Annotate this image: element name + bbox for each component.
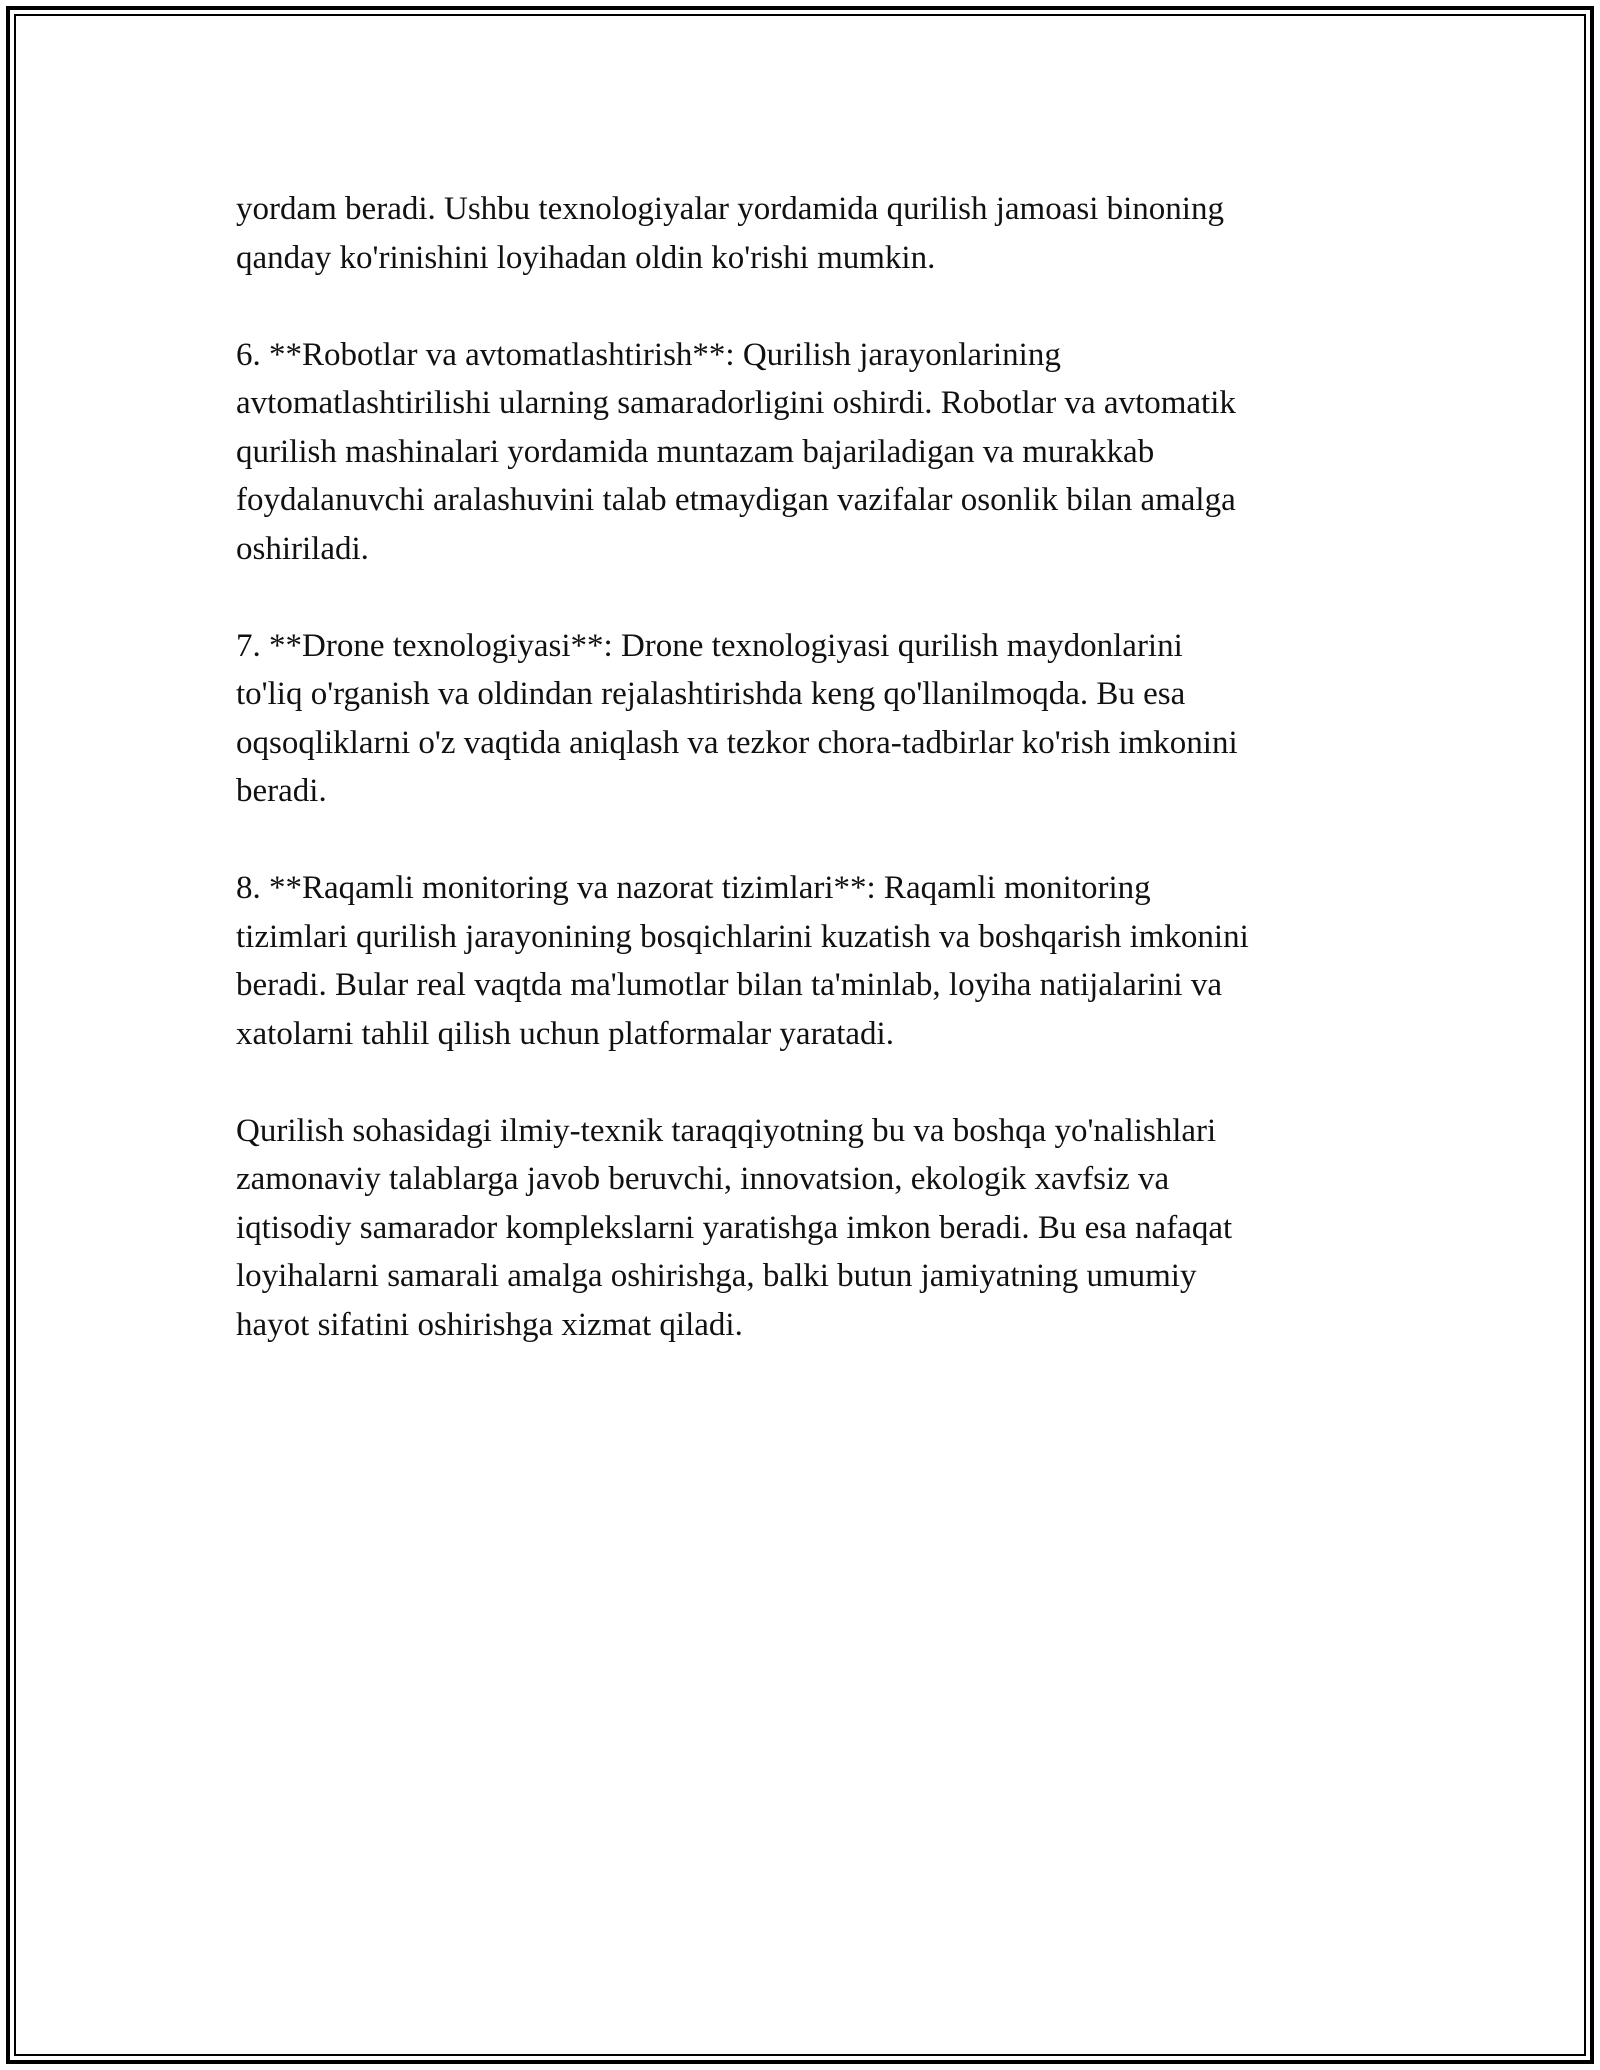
text-line: beradi. Bular real vaqtda ma'lumotlar bilan ta'minlab, loyiha natijalarini va bbox=[236, 967, 1222, 1003]
text-line: hayot sifatini oshirishga xizmat qiladi. bbox=[236, 1306, 743, 1343]
text-line: zamonaviy talablarga javob beruvchi, innovatsion, ekologik xavfsiz va bbox=[236, 1161, 1170, 1197]
document-body bbox=[236, 185, 1366, 1398]
text-line: loyihalarni samarali amalga oshirishga, balki butun jamiyatning umumiy bbox=[236, 1258, 1197, 1294]
text-line: avtomatlashtirilishi ularning samaradorligini oshirdi. Robotlar va avtomatik bbox=[236, 385, 1236, 421]
paragraph-conclusion bbox=[236, 1107, 1366, 1350]
text-line: 6. **Robotlar va avtomatlashtirish**: Qurilish jarayonlarining bbox=[236, 336, 1061, 373]
text-line: tizimlari qurilish jarayonining bosqichlarini kuzatish va boshqarish imkonini bbox=[236, 918, 1249, 955]
text-line: iqtisodiy samarador komplekslarni yaratishga imkon beradi. Bu esa nafaqat bbox=[236, 1209, 1233, 1246]
text-line: xatolarni tahlil qilish uchun platformalar yaratadi. bbox=[236, 1015, 894, 1052]
text-line: to'liq o'rganish va oldindan rejalashtirishda keng qo'llanilmoqda. Bu esa bbox=[236, 676, 1186, 712]
text-line: oqsoqliklarni o'z vaqtida aniqlash va tezkor chora-tadbirlar ko'rish imkonini bbox=[236, 724, 1238, 761]
paragraph-item-8 bbox=[236, 864, 1366, 1058]
text-line: Qurilish sohasidagi ilmiy-texnik taraqqiyotning bu va boshqa yo'nalishlari bbox=[236, 1112, 1217, 1149]
text-line: 8. **Raqamli monitoring va nazorat tizimlari**: Raqamli monitoring bbox=[236, 870, 1151, 906]
paragraph-item-6 bbox=[236, 331, 1366, 574]
text-line: qanday ko'rinishini loyihadan oldin ko'rishi mumkin. bbox=[236, 239, 936, 276]
text-line: yordam beradi. Ushbu texnologiyalar yordamida qurilish jamoasi binoning bbox=[236, 191, 1224, 227]
paragraph-item-7 bbox=[236, 622, 1366, 816]
text-line: qurilish mashinalari yordamida muntazam bajariladigan va murakkab bbox=[236, 433, 1155, 470]
paragraph-continuation bbox=[236, 185, 1366, 282]
text-line: foydalanuvchi aralashuvini talab etmaydigan vazifalar osonlik bilan amalga bbox=[236, 482, 1236, 518]
text-line: oshiriladi. bbox=[236, 530, 369, 567]
text-line: 7. **Drone texnologiyasi**: Drone texnologiyasi qurilish maydonlarini bbox=[236, 627, 1183, 664]
text-line: beradi. bbox=[236, 773, 327, 809]
